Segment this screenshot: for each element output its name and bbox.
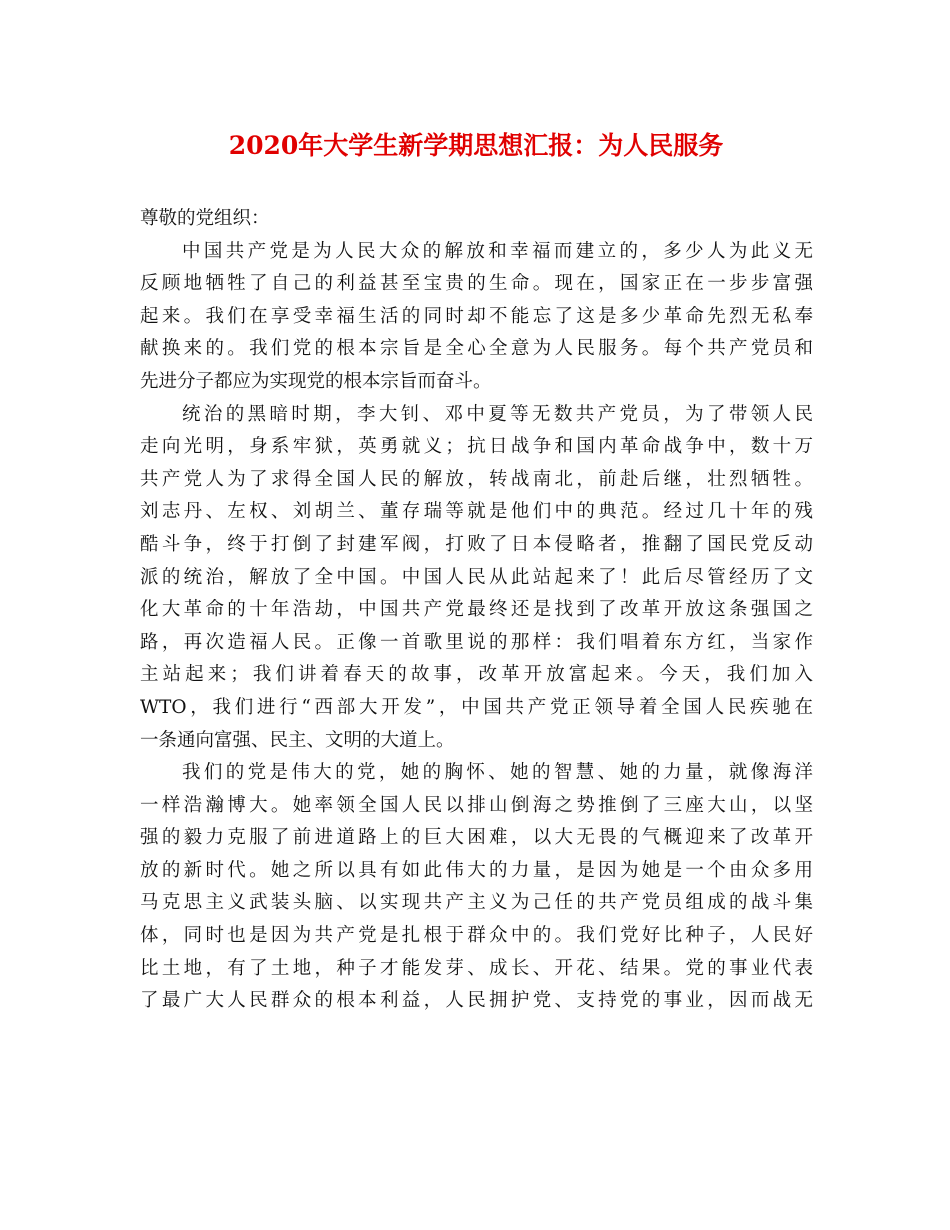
paragraph-1-line: 中国共产党是为人民大众的解放和幸福而建立的，多少人为此义无 [182,240,813,262]
paragraph-2-line: 共产党人为了求得全国人民的解放，转战南北，前赴后继，壮烈牺牲。 [140,468,813,490]
paragraph-1-line: 献换来的。我们党的根本宗旨是全心全意为人民服务。每个共产党员和 [140,338,813,360]
paragraph-2-line: 一条通向富强、民主、文明的大道上。 [140,729,455,751]
paragraph-3-line: 放的新时代。她之所以具有如此伟大的力量，是因为她是一个由众多用 [140,859,813,881]
paragraph-3-line: 一样浩瀚博大。她率领全国人民以排山倒海之势推倒了三座大山，以坚 [140,794,813,816]
paragraph-2-line: 统治的黑暗时期，李大钊、邓中夏等无数共产党员，为了带领人民 [182,403,813,425]
paragraph-3-line: 比土地，有了土地，种子才能发芽、成长、开花、结果。党的事业代表 [140,957,813,979]
paragraph-3-line: 了最广大人民群众的根本利益，人民拥护党、支持党的事业，因而战无 [140,990,813,1012]
paragraph-2-line: 化大革命的十年浩劫，中国共产党最终还是找到了改革开放这条强国之 [140,599,813,621]
paragraph-2-line: 路，再次造福人民。正像一首歌里说的那样：我们唱着东方红，当家作 [140,631,813,653]
document-title: 2020年大学生新学期思想汇报：为人民服务 [228,131,724,160]
paragraph-3-line: 我们的党是伟大的党，她的胸怀、她的智慧、她的力量，就像海洋 [182,762,813,784]
paragraph-2-line: 酷斗争，终于打倒了封建军阀，打败了日本侵略者，推翻了国民党反动 [140,533,813,555]
paragraph-2-line: 派的统治，解放了全中国。中国人民从此站起来了！此后尽管经历了文 [140,566,813,588]
paragraph-1-line: 先进分子都应为实现党的根本宗旨而奋斗。 [140,370,492,392]
salutation: 尊敬的党组织： [140,208,270,229]
paragraph-2-line: 刘志丹、左权、刘胡兰、董存瑞等就是他们中的典范。经过几十年的残 [140,501,813,523]
paragraph-1-line: 起来。我们在享受幸福生活的同时却不能忘了这是多少革命先烈无私奉 [140,305,813,327]
paragraph-2-line: 主站起来；我们讲着春天的故事，改革开放富起来。今天，我们加入 [140,664,813,686]
paragraph-2-line: WTO，我们进行“西部大开发”，中国共产党正领导着全国人民疾驰在 [140,696,813,718]
paragraph-2-line: 走向光明，身系牢狱，英勇就义；抗日战争和国内革命战争中，数十万 [140,436,813,458]
paragraph-3-line: 体，同时也是因为共产党是扎根于群众中的。我们党好比种子，人民好 [140,925,813,947]
paragraph-1-line: 反顾地牺牲了自己的利益甚至宝贵的生命。现在，国家正在一步步富强 [140,273,813,295]
paragraph-3-line: 强的毅力克服了前进道路上的巨大困难，以大无畏的气概迎来了改革开 [140,827,813,849]
document-body [140,203,813,1018]
paragraph-3-line: 马克思主义武装头脑、以实现共产主义为己任的共产党员组成的战斗集 [140,892,813,914]
